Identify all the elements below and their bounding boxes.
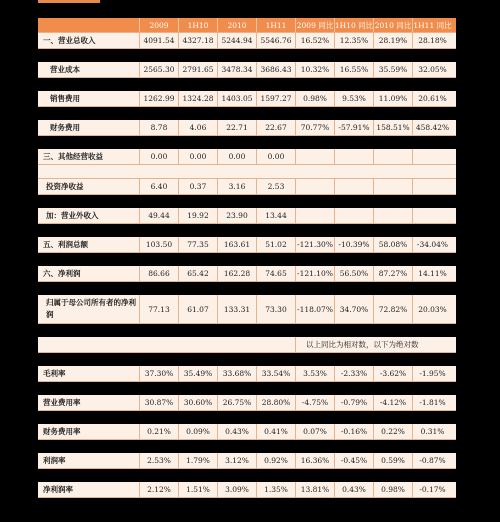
- cell: 133.31: [218, 295, 257, 323]
- cell: 162.28: [218, 266, 257, 281]
- cell: 2.12%: [140, 482, 179, 497]
- cell: 19.92: [179, 208, 218, 223]
- cell: -121.10%: [296, 266, 335, 281]
- table-row: [38, 266, 456, 282]
- row-label: 六、净利润: [38, 266, 140, 281]
- cell: -118.07%: [296, 295, 335, 323]
- cell: 458.42%: [415, 123, 450, 132]
- cell: 1.79%: [179, 453, 218, 468]
- cell: 1.35%: [257, 482, 296, 497]
- cell: 0.31%: [420, 427, 445, 436]
- row-label: 三、其他经营收益: [38, 149, 140, 164]
- cell: -3.62%: [374, 366, 413, 381]
- cell: 56.50%: [335, 266, 374, 281]
- cell: 6.40: [140, 179, 179, 194]
- row-spacer: [38, 282, 456, 295]
- table-row: [38, 482, 456, 498]
- cell: 28.80%: [257, 395, 296, 410]
- cell: -2.33%: [335, 366, 374, 381]
- cell: [335, 179, 374, 194]
- cell: 20.03%: [418, 304, 447, 314]
- table-row: [38, 149, 456, 165]
- cell: 0.07%: [296, 424, 335, 439]
- cell: 1324.28: [179, 91, 218, 106]
- cell: 58.08%: [374, 237, 413, 252]
- cell: 0.09%: [179, 424, 218, 439]
- cell: 0.00: [218, 149, 257, 164]
- cell: 14.11%: [418, 269, 447, 278]
- cell: 0.43%: [335, 482, 374, 497]
- cell: 20.61%: [418, 94, 447, 103]
- cell: 163.61: [218, 237, 257, 252]
- row-spacer: [38, 253, 456, 266]
- cell: 4.06: [179, 120, 218, 135]
- row-spacer: [38, 224, 456, 237]
- cell: 74.65: [257, 266, 296, 281]
- financial-table: [38, 18, 456, 498]
- table-row: [38, 33, 456, 49]
- row-label: 加：营业外收入: [38, 208, 140, 223]
- note-row: [38, 337, 456, 353]
- cell: [374, 149, 413, 164]
- header-col-2010-yoy: 2010 同比: [374, 18, 413, 32]
- cell: -0.79%: [335, 395, 374, 410]
- header-col-1h11-yoy: 1H11 同比: [413, 20, 452, 30]
- cell: 8.78: [140, 120, 179, 135]
- cell: 3.16: [218, 179, 257, 194]
- table-row: [38, 120, 456, 136]
- cell: 3.09%: [218, 482, 257, 497]
- table-header-row: [38, 18, 456, 33]
- cell: 10.32%: [296, 62, 335, 77]
- cell: 13.44: [257, 208, 296, 223]
- cell: 28.19%: [374, 33, 413, 48]
- cell: [335, 208, 374, 223]
- cell: -57.91%: [335, 120, 374, 135]
- cell: 4327.18: [179, 33, 218, 48]
- cell: 72.82%: [374, 295, 413, 323]
- row-label: 财务费用: [38, 120, 140, 135]
- cell: [335, 149, 374, 164]
- row-spacer: [38, 324, 456, 337]
- cell: -0.17%: [419, 485, 446, 494]
- cell: -0.87%: [419, 456, 446, 465]
- cell: 16.55%: [335, 62, 374, 77]
- cell: 0.00: [140, 149, 179, 164]
- table-row: [38, 208, 456, 224]
- cell: 70.77%: [296, 120, 335, 135]
- cell: 13.81%: [296, 482, 335, 497]
- cell: 3.53%: [296, 366, 335, 381]
- row-spacer: [38, 440, 456, 453]
- row-label: 销售费用: [38, 91, 140, 106]
- cell: [296, 149, 335, 164]
- cell: -0.16%: [335, 424, 374, 439]
- cell: 5546.76: [257, 33, 296, 48]
- row-spacer: [38, 382, 456, 395]
- cell: -0.45%: [335, 453, 374, 468]
- header-col-2009: 2009: [140, 18, 179, 32]
- cell: -4.12%: [374, 395, 413, 410]
- cell: 26.75%: [218, 395, 257, 410]
- row-spacer: [38, 107, 456, 120]
- header-col-1h10: 1H10: [179, 18, 218, 32]
- row-label: 营业费用率: [38, 395, 140, 410]
- row-spacer: [38, 353, 456, 366]
- cell: 2.53%: [140, 453, 179, 468]
- row-label: 投资净收益: [38, 179, 140, 194]
- row-label: 利润率: [38, 453, 140, 468]
- cell: 3686.43: [257, 62, 296, 77]
- cell: 0.21%: [140, 424, 179, 439]
- row-label: 五、利润总额: [38, 237, 140, 252]
- table-row: [38, 179, 456, 195]
- cell: [296, 208, 335, 223]
- cell: 77.13: [140, 295, 179, 323]
- cell: 0.00: [179, 149, 218, 164]
- cell: 35.49%: [179, 366, 218, 381]
- cell: 158.51%: [374, 120, 413, 135]
- cell: 61.07: [179, 295, 218, 323]
- cell: 86.66: [140, 266, 179, 281]
- cell: 35.59%: [374, 62, 413, 77]
- cell: 0.00: [257, 149, 296, 164]
- cell: 1403.05: [218, 91, 257, 106]
- table-row: [38, 91, 456, 107]
- table-row: [38, 424, 456, 440]
- note-text: 以上同比为相对数，以下为绝对数: [306, 340, 419, 349]
- cell: 103.50: [140, 237, 179, 252]
- row-spacer: [38, 136, 456, 149]
- cell: -10.39%: [335, 237, 374, 252]
- table-row: [38, 237, 456, 253]
- cell: 16.52%: [296, 33, 335, 48]
- cell: 4091.54: [140, 33, 179, 48]
- row-label: 归属于母公司所有者的净利润: [38, 295, 140, 323]
- table-row: [38, 62, 456, 78]
- top-tab-decoration: [38, 0, 100, 3]
- cell: 33.54%: [257, 366, 296, 381]
- cell: 0.22%: [374, 424, 413, 439]
- cell: 51.02: [257, 237, 296, 252]
- cell: 0.59%: [374, 453, 413, 468]
- header-label: [38, 18, 140, 32]
- cell: 1.51%: [179, 482, 218, 497]
- cell: 33.68%: [218, 366, 257, 381]
- cell: [374, 208, 413, 223]
- cell: 34.70%: [335, 295, 374, 323]
- cell: 30.87%: [140, 395, 179, 410]
- cell: [296, 179, 335, 194]
- cell: 37.30%: [140, 366, 179, 381]
- cell: 0.41%: [257, 424, 296, 439]
- cell: 3478.34: [218, 62, 257, 77]
- cell: 2565.30: [140, 62, 179, 77]
- header-col-2010: 2010: [218, 18, 257, 32]
- table-row: [38, 366, 456, 382]
- cell: 87.27%: [374, 266, 413, 281]
- cell: 0.37: [179, 179, 218, 194]
- row-spacer: [38, 411, 456, 424]
- cell: 22.71: [218, 120, 257, 135]
- cell: 65.42: [179, 266, 218, 281]
- cell: 5244.94: [218, 33, 257, 48]
- cell: [413, 179, 452, 194]
- row-spacer: [38, 195, 456, 208]
- row-label: 一、营业总收入: [38, 33, 140, 48]
- row-label: 营业成本: [38, 62, 140, 77]
- cell: -4.75%: [296, 395, 335, 410]
- cell: -1.81%: [419, 398, 446, 407]
- cell: 16.36%: [296, 453, 335, 468]
- cell: 0.98%: [296, 91, 335, 106]
- cell: 0.43%: [218, 424, 257, 439]
- note-blank: [38, 337, 296, 352]
- header-col-2009-yoy: 2009 同比: [296, 18, 335, 32]
- cell: 30.60%: [179, 395, 218, 410]
- table-row: [38, 295, 456, 324]
- row-label: 毛利率: [38, 366, 140, 381]
- cell: 2791.65: [179, 62, 218, 77]
- cell: 0.98%: [374, 482, 413, 497]
- cell: -1.95%: [419, 369, 446, 378]
- row-label: 净利润率: [38, 482, 140, 497]
- table-row: [38, 395, 456, 411]
- cell: 12.35%: [335, 33, 374, 48]
- cell: 3.12%: [218, 453, 257, 468]
- cell: 49.44: [140, 208, 179, 223]
- cell: [374, 179, 413, 194]
- cell: 0.92%: [257, 453, 296, 468]
- cell: -34.04%: [416, 240, 449, 249]
- cell: 1597.27: [257, 91, 296, 106]
- row-spacer: [38, 49, 456, 62]
- table-row: [38, 453, 456, 469]
- header-col-1h10-yoy: 1H10 同比: [335, 18, 374, 32]
- cell: 11.09%: [374, 91, 413, 106]
- cell: [413, 149, 452, 164]
- cell: -121.30%: [296, 237, 335, 252]
- cell: 73.30: [257, 295, 296, 323]
- cell: 9.53%: [335, 91, 374, 106]
- cell: 32.05%: [418, 65, 447, 74]
- row-label: 财务费用率: [38, 424, 140, 439]
- cell: [413, 208, 452, 223]
- cell: 23.90: [218, 208, 257, 223]
- row-spacer: [38, 469, 456, 482]
- row-blank: [38, 165, 456, 179]
- cell: 1262.99: [140, 91, 179, 106]
- cell: 77.35: [179, 237, 218, 252]
- cell: 2.53: [257, 179, 296, 194]
- cell: 28.18%: [418, 36, 447, 45]
- header-col-1h11: 1H11: [257, 18, 296, 32]
- row-spacer: [38, 78, 456, 91]
- cell: 22.67: [257, 120, 296, 135]
